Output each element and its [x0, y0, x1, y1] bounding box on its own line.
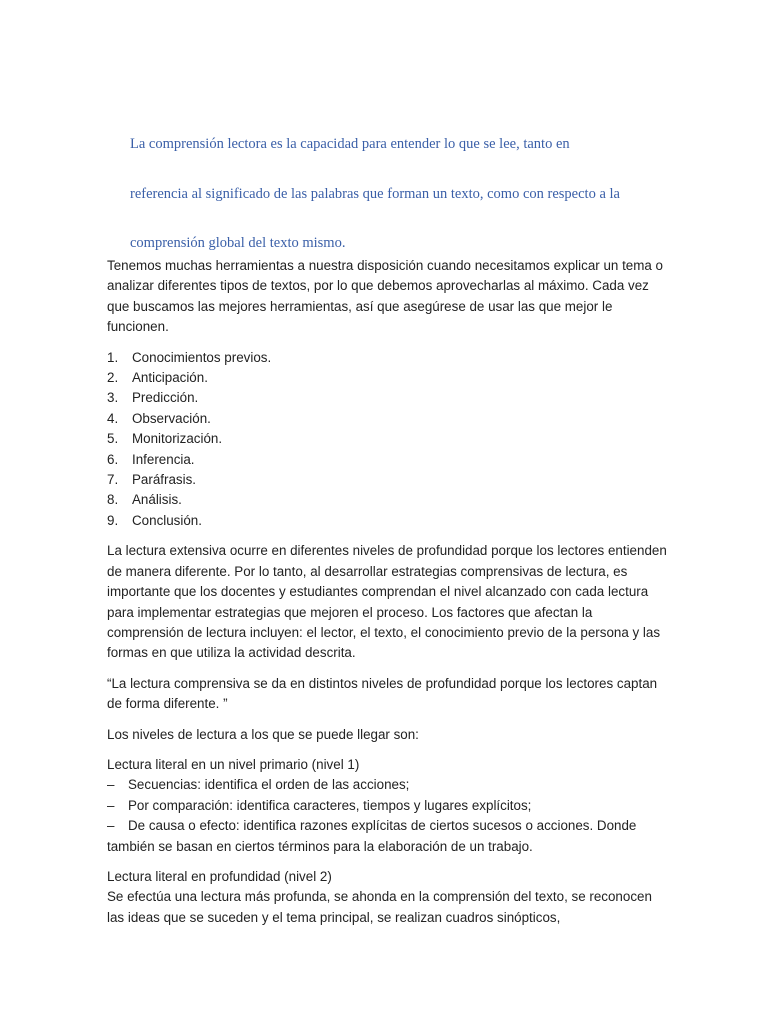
list-text: De causa o efecto: identifica razones explícitas de ciertos sucesos o acciones. Donde: [128, 818, 637, 834]
list-number: 9.: [107, 512, 119, 528]
list-item: [107, 796, 667, 816]
list-text: Conocimientos previos.: [132, 349, 272, 365]
list-number: 1.: [107, 349, 119, 365]
list-number: 6.: [107, 451, 119, 467]
list-item: [107, 368, 667, 388]
list-text: Anticipación.: [132, 370, 208, 386]
list-number: 2.: [107, 370, 119, 386]
dash-bullet: –: [107, 797, 115, 813]
list-text: Predicción.: [132, 390, 199, 406]
list-text: Monitorización.: [132, 431, 223, 447]
level2-text: Se efectúa una lectura más profunda, se ahonda en la comprensión del texto, se reconocen las ideas que se suceden y el tema principal, se realizan cuadros sinópticos,: [107, 889, 652, 925]
intro-quote: [130, 120, 690, 269]
list-text: Conclusión.: [132, 512, 202, 528]
level2-heading: Lectura literal en profundidad (nivel 2): [107, 868, 332, 884]
levels-intro: Los niveles de lectura a los que se puede llegar son:: [107, 726, 419, 742]
list-text: Análisis.: [132, 492, 182, 508]
list-text: Secuencias: identifica el orden de las acciones;: [128, 777, 410, 793]
list-text: Paráfrasis.: [132, 472, 196, 488]
list-number: 4.: [107, 410, 119, 426]
paragraph-extensive-reading: La lectura extensiva ocurre en diferentes niveles de profundidad porque los lectores entienden de manera diferente. Por lo tanto, al desarrollar estrategias comprensivas de lectura, es importante que los docentes y estudiantes comprendan el nivel alcanzado con cada lectura para implementar estrategias que mejoren el proceso. Los factores que afectan la comprensión de lectura incluyen: el lector, el texto, el conocimiento previo de la persona y las formas en que utiliza la actividad descrita.: [107, 543, 667, 661]
list-text: Observación.: [132, 410, 211, 426]
level2-section: [107, 867, 667, 928]
level1-section: [107, 755, 667, 857]
list-number: 7.: [107, 472, 119, 488]
paragraph-tools: Tenemos muchas herramientas a nuestra disposición cuando necesitamos explicar un tema o analizar diferentes tipos de textos, por lo que debemos aprovecharlas al máximo. Cada vez que buscamos las mejores herramientas, así que asegúrese de usar las que mejor le funcionen.: [107, 258, 664, 335]
intro-line: referencia al significado de las palabras que forman un texto, como con respecto a la: [130, 185, 620, 202]
list-item: [107, 388, 667, 408]
list-number: 5.: [107, 431, 119, 447]
level1-list: [107, 775, 667, 836]
list-item: [107, 429, 667, 449]
intro-line: La comprensión lectora es la capacidad para entender lo que se lee, tanto en: [130, 136, 570, 152]
level1-heading: Lectura literal en un nivel primario (nivel 1): [107, 756, 360, 772]
intro-line: comprensión global del texto mismo.: [130, 235, 346, 251]
list-item: [107, 816, 667, 836]
list-item: [107, 450, 667, 470]
quote-paragraph: “La lectura comprensiva se da en distintos niveles de profundidad porque los lectores captan de forma diferente. ”: [107, 675, 658, 712]
dash-bullet: –: [107, 777, 115, 793]
list-item: [107, 409, 667, 429]
list-item: [107, 348, 667, 368]
list-number: 3.: [107, 390, 119, 406]
list-item: [107, 775, 667, 795]
list-text: Inferencia.: [132, 451, 195, 467]
dash-bullet: –: [107, 818, 115, 834]
list-item: [107, 470, 667, 490]
level1-continuation: también se basan en ciertos términos para la elaboración de un trabajo.: [107, 838, 533, 854]
document-body: [107, 256, 667, 938]
list-number: 8.: [107, 492, 119, 508]
list-text: Por comparación: identifica caracteres, tiempos y lugares explícitos;: [128, 797, 532, 813]
list-item: [107, 490, 667, 510]
list-item: [107, 511, 667, 531]
strategies-list: [107, 348, 667, 532]
